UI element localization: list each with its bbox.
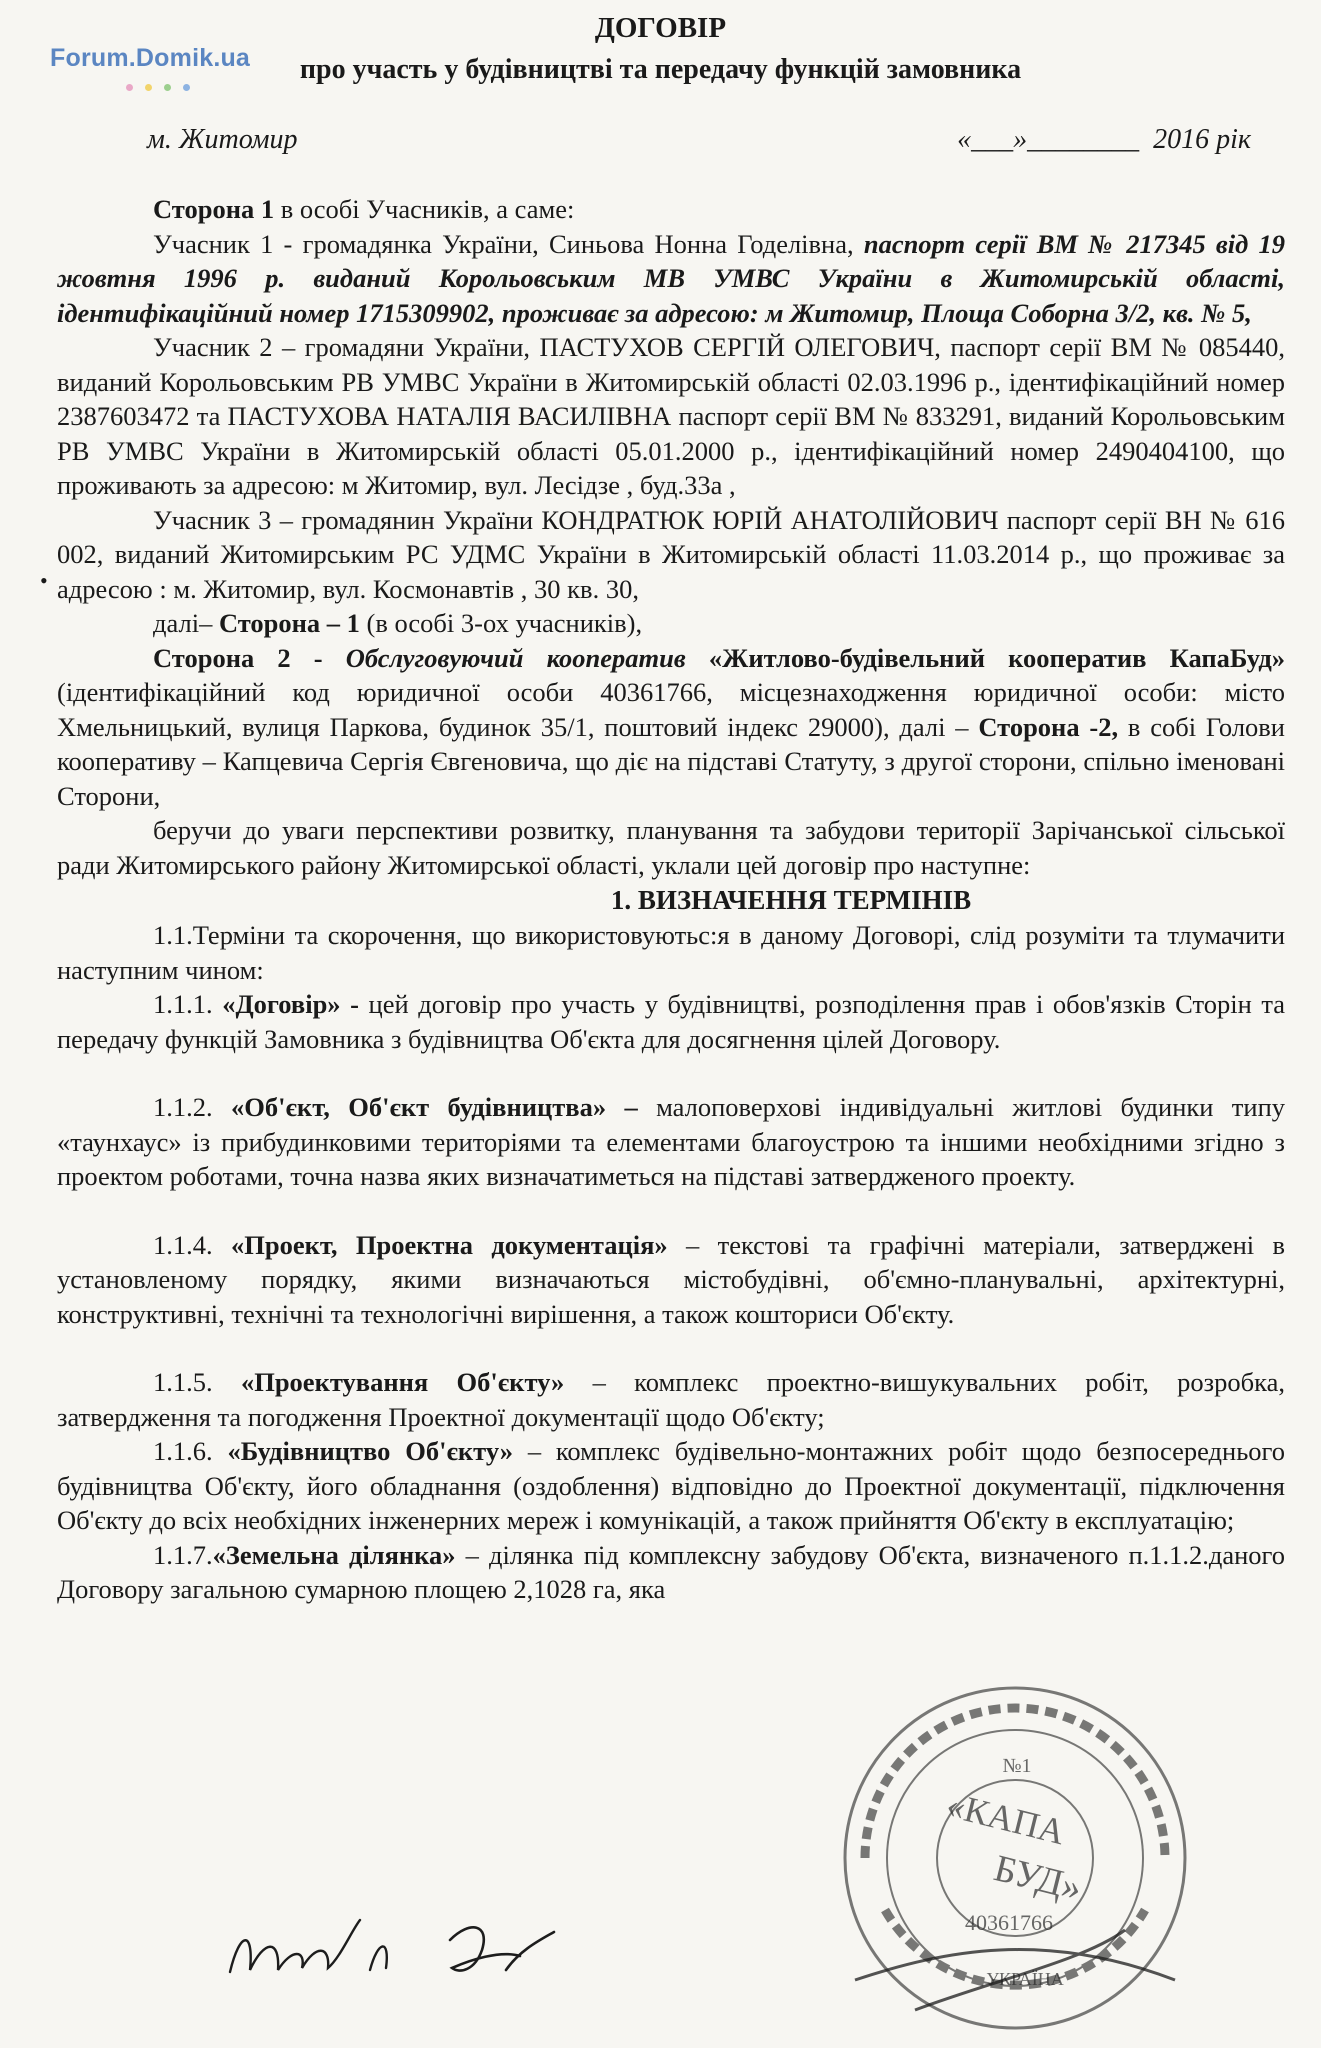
paragraph-1-1-6 [57, 1434, 1285, 1538]
bold-text: Сторона -2, [978, 711, 1119, 742]
text: – текстові та графічні матеріали, затверджені в установленому порядку, якими визначаються містобудівні, об'ємно-планувальні, архітектурні, конструктивні, технічні та технологічні вирішення, а також кошториси Об'єкту. [57, 1229, 1285, 1329]
bold-italic-text: Обслуговуючий кооператив [345, 642, 686, 673]
paragraph-1-1: 1.1.Терміни та скорочення, що використовуютьс:я в даному Договорі, слід розуміти та тлумачити наступним чином: [57, 920, 1285, 985]
bold-text: «Земельна ділянка» [212, 1539, 456, 1570]
text: (в особі 3-ох учасників), [359, 608, 643, 638]
paragraph-participant1 [57, 227, 1285, 331]
stamp-country: УКРАЇНА [986, 1969, 1064, 1989]
text: 1.1.5. [153, 1367, 241, 1397]
paragraph-party1-summary [57, 606, 1285, 641]
paragraph-1-1-5 [57, 1365, 1285, 1434]
text: в особі Учасників, а саме: [274, 194, 575, 224]
paragraph-1-1-4 [57, 1228, 1285, 1332]
paragraph-party2 [57, 641, 1285, 814]
bold-italic-text: паспорт серії ВМ № 217345 від 19 жовтня 1996 р. виданий Корольовським МВ УМВС України в Житомирській області, ідентифікаційний номер 1715309902, проживає за адресою: м Житомир, Площа Соборна 3/2, кв. № 5, [57, 228, 1285, 328]
bold-text: Сторона – 1 [218, 608, 360, 638]
text: в собі Голови кооперативу – Капцевича Сергія Євгеновича, що діє на підставі Статуту, з другої сторони, спільно іменовані Сторони, [57, 711, 1285, 811]
handwritten-signature [220, 1910, 560, 1990]
text: – ділянка під комплексну забудову Об'єкта, визначеного п.1.1.2.даного Договору загальною сумарною площею 2,1028 га, яка [57, 1539, 1286, 1604]
place: м. Житомир [147, 124, 298, 155]
spacer [57, 1194, 1285, 1228]
text: (ідентифікаційний код юридичної особи 40361766, місцезнаходження юридичної особи: місто Хмельницький, вулиця Паркова, будинок 35/1, поштовий індекс 29000), далі – [57, 677, 1285, 742]
bold-text: «Житлово-будівельний кооператив КапаБуд» [685, 642, 1285, 673]
bold-text: «Проект, Проектна документація» [230, 1229, 668, 1260]
paragraph-1-1-1 [57, 987, 1285, 1056]
bold-text: Сторона 2 - [153, 642, 346, 673]
stamp-center-line-1: «КАПА [942, 1784, 1069, 1853]
spacer [57, 1056, 1285, 1090]
cooperative-stamp [795, 1680, 1235, 2040]
bold-text: «Проектування Об'єкту» [240, 1367, 565, 1397]
text: малоповерхові індивідуальні житлові будинки типу «таунхаус» із прибудинковими територіями та елементами благоустрою та іншими необхідними згідно з проектом роботами, точна назва яких визначатиметься на підставі затвердженого проекту. [57, 1092, 1286, 1191]
stamp-code: 40361766 [965, 1910, 1053, 1935]
spacer [57, 1331, 1285, 1365]
text: 1.1.4. [153, 1229, 231, 1260]
text: Учасник 1 - громадянка України, Синьова Нонна Годелівна, [153, 228, 864, 259]
text: 1.1.6. [153, 1436, 228, 1466]
watermark-logo: Forum.Domik.ua [50, 44, 251, 72]
stamp-number: №1 [1002, 1755, 1032, 1777]
document-subtitle: про участь у будівництві та передачу функцій замовника [299, 54, 1022, 85]
paragraph-participant2: Учасник 2 – громадяни України, ПАСТУХОВ СЕРГІЙ ОЛЕГОВИЧ, паспорт серії ВМ № 085440, виданий Корольовським РВ УМВС України в Житомирській області 02.03.1996 р., ідентифікаційний номер 2387603472 та ПАСТУХОВА НАТАЛІЯ ВАСИЛІВНА паспорт серії ВМ № 833291, виданий Корольовським РВ УМВС України в Житомирській області 05.01.2000 р., ідентифікаційний номер 2490404100, що проживають за адресою: м Житомир, вул. Лесідзе , буд.33а , [57, 332, 1285, 500]
date: «___»________ 2016 рік [957, 124, 1251, 155]
text: 1.1.1. [153, 989, 223, 1019]
text: – комплекс будівельно-монтажних робіт щодо безпосереднього будівництва Об'єкту, його обладнання (оздоблення) відповідно до Проектної документації, підключення Об'єкту до всіх необхідних інженерних мереж і комунікацій, а також прийняття Об'єкту в експлуатацію; [57, 1436, 1285, 1535]
text: далі– [153, 608, 219, 638]
margin-bullet: • [40, 568, 48, 593]
bold-text: «Договір» - [222, 989, 359, 1019]
document-body [57, 192, 1285, 1607]
section-heading-terms: 1. ВИЗНАЧЕННЯ ТЕРМІНІВ [610, 885, 972, 915]
bold-text: «Будівництво Об'єкту» [227, 1436, 513, 1466]
paragraph-party1 [57, 192, 1285, 227]
paragraph-participant3: Учасник 3 – громадянин України КОНДРАТЮК ЮРІЙ АНАТОЛІЙОВИЧ паспорт серії ВН № 616 002, виданий Житомирським РС УДМС України в Житомирській області 11.03.2014 р., що проживає за адресою : м. Житомир, вул. Космонавтів , 30 кв. 30, [57, 504, 1285, 604]
paragraph-preamble: беручи до уваги перспективи розвитку, планування та забудови території Зарічанської сільської ради Житомирського району Житомирської області, уклали цей договір про наступне: [57, 815, 1285, 880]
text: цей договір про участь у будівництві, розподілення прав і обов'язків Сторін та передачу функцій Замовника з будівництва Об'єкта для досягнення цілей Договору. [57, 989, 1286, 1054]
text: – комплекс проектно-вишукувальних робіт, розробка, затвердження та погодження Проектної документації щодо Об'єкту; [57, 1367, 1285, 1432]
text: 1.1.2. [153, 1092, 231, 1122]
paragraph-1-1-2 [57, 1090, 1285, 1194]
text: 1.1.7. [153, 1539, 213, 1570]
document-title: ДОГОВІР [594, 12, 727, 44]
stamp-center-line-2: БУД» [989, 1847, 1086, 1910]
bold-text: Сторона 1 [153, 194, 275, 224]
paragraph-1-1-7 [57, 1538, 1285, 1607]
bold-text: «Об'єкт, Об'єкт будівництва» – [231, 1092, 638, 1122]
